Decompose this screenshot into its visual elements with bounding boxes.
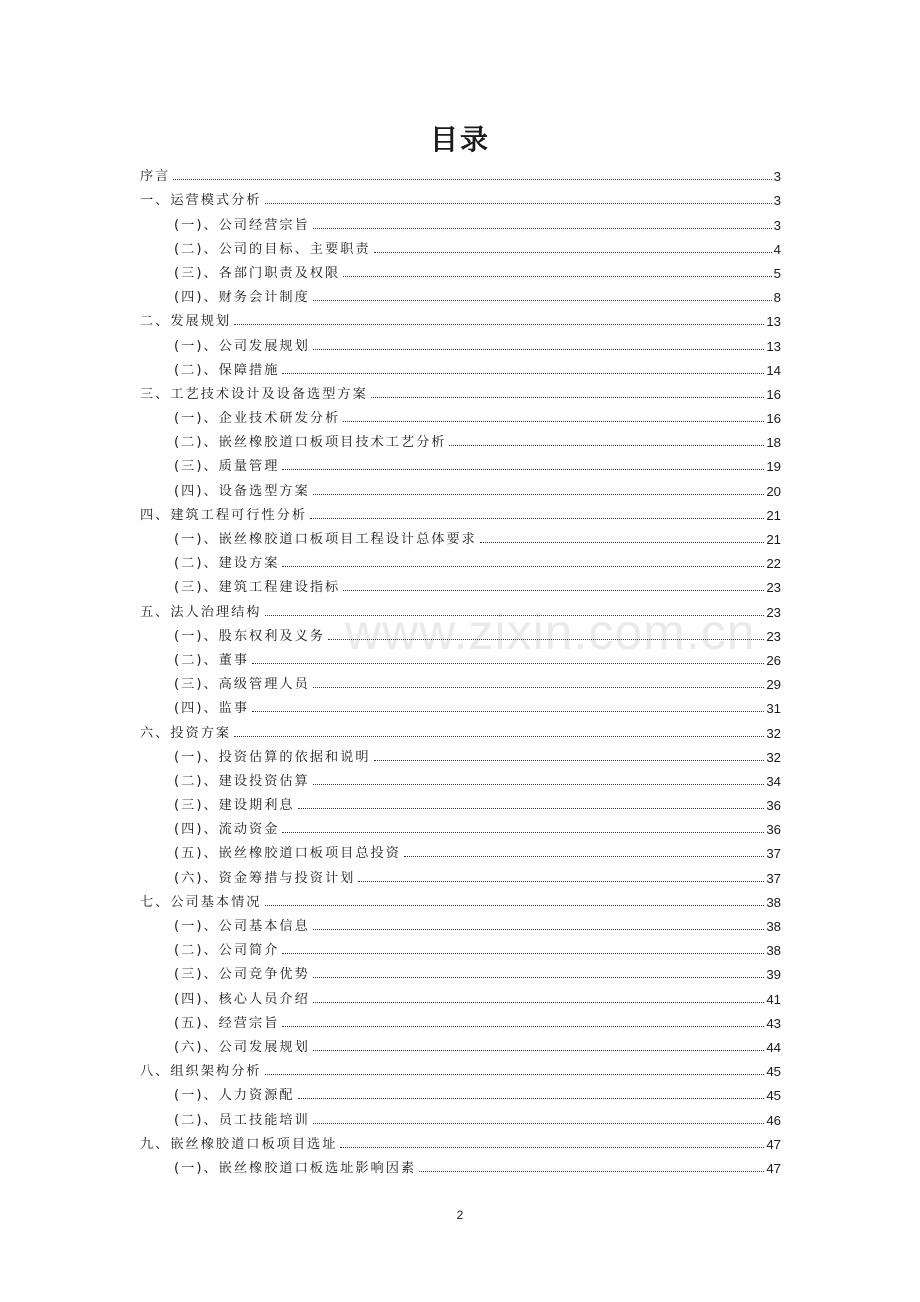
- toc-entry-page: 34: [766, 773, 781, 789]
- toc-entry[interactable]: [140, 958, 781, 982]
- toc-entry-title: (二)、员工技能培训: [174, 1112, 310, 1128]
- toc-entry-page: 44: [766, 1039, 781, 1055]
- toc-entry-page: 45: [766, 1088, 781, 1104]
- toc-entry[interactable]: [140, 208, 781, 232]
- toc-entry-page: 3: [773, 217, 781, 233]
- toc-entry-title: (五)、嵌丝橡胶道口板项目总投资: [174, 846, 401, 862]
- toc-dot-leader: [358, 881, 764, 882]
- toc-entry-title: (三)、质量管理: [174, 459, 280, 475]
- toc-dot-leader: [282, 469, 764, 470]
- toc-dot-leader: [313, 784, 765, 785]
- toc-entry-title: (四)、核心人员介绍: [174, 991, 310, 1007]
- toc-entry[interactable]: [140, 474, 781, 498]
- toc-entry-title: (二)、建设投资估算: [174, 773, 310, 789]
- table-of-contents: [140, 160, 781, 1176]
- toc-entry-title: (一)、嵌丝橡胶道口板项目工程设计总体要求: [174, 532, 477, 547]
- toc-entry-title: (四)、监事: [174, 701, 250, 717]
- toc-dot-leader: [343, 421, 764, 422]
- toc-entry[interactable]: [140, 1128, 781, 1152]
- toc-entry-title: (二)、建设方案: [174, 556, 280, 572]
- toc-entry[interactable]: [140, 571, 781, 595]
- toc-entry-title: (三)、建设期利息: [174, 798, 295, 814]
- toc-entry-title: (三)、各部门职责及权限: [174, 265, 341, 281]
- toc-entry[interactable]: [140, 354, 781, 378]
- toc-entry[interactable]: [140, 765, 781, 789]
- toc-dot-leader: [265, 615, 765, 616]
- toc-entry-title: 九、嵌丝橡胶道口板项目选址: [140, 1136, 338, 1152]
- toc-entry[interactable]: [140, 837, 781, 861]
- toc-dot-leader: [313, 977, 765, 978]
- toc-entry-page: 46: [766, 1112, 781, 1128]
- toc-dot-leader: [328, 639, 764, 640]
- toc-entry-page: 13: [766, 338, 781, 354]
- toc-dot-leader: [265, 203, 772, 204]
- toc-entry[interactable]: [140, 741, 781, 765]
- toc-dot-leader: [173, 179, 771, 180]
- toc-dot-leader: [343, 276, 771, 277]
- toc-dot-leader: [234, 324, 764, 325]
- toc-dot-leader: [340, 1147, 764, 1148]
- toc-entry-title: 一、运营模式分析: [140, 193, 262, 209]
- toc-entry-title: (二)、公司简介: [174, 943, 280, 959]
- toc-entry-title: 六、投资方案: [140, 725, 232, 741]
- toc-entry-page: 26: [766, 652, 781, 668]
- toc-entry-page: 20: [766, 483, 781, 499]
- toc-entry-page: 36: [766, 822, 781, 838]
- toc-entry[interactable]: [140, 281, 781, 305]
- toc-entry[interactable]: [140, 861, 781, 885]
- toc-entry[interactable]: [140, 1007, 781, 1031]
- toc-dot-leader: [313, 494, 765, 495]
- toc-dot-leader: [480, 542, 764, 543]
- toc-entry-title: (五)、经营宗旨: [174, 1015, 280, 1031]
- toc-entry-title: 四、建筑工程可行性分析: [140, 507, 308, 523]
- toc-dot-leader: [449, 445, 764, 446]
- watermark: www.zixin.com.cn: [345, 604, 756, 660]
- toc-entry[interactable]: [140, 692, 781, 716]
- toc-entry-title: 三、工艺技术设计及设备选型方案: [140, 386, 368, 402]
- toc-entry[interactable]: [140, 329, 781, 353]
- toc-dot-leader: [419, 1171, 764, 1172]
- toc-dot-leader: [313, 228, 772, 229]
- toc-entry-page: 39: [766, 967, 781, 983]
- toc-dot-leader: [313, 349, 765, 350]
- toc-entry-title: (一)、公司经营宗旨: [174, 217, 310, 233]
- toc-entry[interactable]: [140, 1055, 781, 1079]
- toc-entry-page: 41: [766, 991, 781, 1007]
- toc-entry-page: 38: [766, 894, 781, 910]
- toc-entry-page: 31: [766, 701, 781, 717]
- toc-entry-page: 36: [766, 798, 781, 814]
- toc-entry-page: 29: [766, 677, 781, 693]
- toc-entry-title: (六)、资金筹措与投资计划: [174, 870, 356, 886]
- toc-entry[interactable]: [140, 184, 781, 208]
- toc-entry[interactable]: [140, 934, 781, 958]
- toc-entry-page: 38: [766, 919, 781, 934]
- toc-entry-page: 13: [766, 314, 781, 330]
- toc-dot-leader: [313, 1002, 765, 1003]
- toc-entry[interactable]: [140, 668, 781, 692]
- toc-entry-title: (二)、董事: [174, 652, 250, 668]
- toc-entry-title: (三)、建筑工程建设指标: [174, 580, 341, 596]
- toc-entry-page: 14: [766, 362, 781, 378]
- toc-entry-title: 七、公司基本情况: [140, 894, 262, 910]
- toc-dot-leader: [374, 760, 765, 761]
- toc-dot-leader: [265, 905, 765, 906]
- toc-entry[interactable]: [140, 233, 781, 257]
- toc-entry-page: 32: [766, 749, 781, 765]
- toc-entry[interactable]: [140, 644, 781, 668]
- toc-entry-page: 23: [766, 628, 781, 644]
- toc-entry-page: 32: [766, 725, 781, 741]
- toc-dot-leader: [313, 1123, 765, 1124]
- toc-entry-page: 4: [773, 241, 781, 257]
- toc-entry[interactable]: [140, 378, 781, 402]
- toc-entry[interactable]: [140, 1031, 781, 1055]
- toc-entry[interactable]: [140, 426, 781, 450]
- toc-entry-page: 3: [773, 193, 781, 209]
- toc-entry-title: (四)、设备选型方案: [174, 483, 310, 499]
- toc-entry-title: (四)、财务会计制度: [174, 290, 310, 306]
- toc-entry[interactable]: [140, 305, 781, 329]
- toc-entry[interactable]: [140, 1152, 781, 1176]
- toc-entry[interactable]: [140, 257, 781, 281]
- toc-entry-page: 5: [773, 265, 781, 281]
- toc-entry-page: 21: [766, 507, 781, 523]
- toc-dot-leader: [252, 663, 764, 664]
- toc-dot-leader: [298, 1098, 765, 1099]
- toc-dot-leader: [298, 808, 765, 809]
- toc-dot-leader: [374, 252, 772, 253]
- toc-dot-leader: [282, 1026, 764, 1027]
- toc-entry-page: 3: [773, 169, 781, 185]
- toc-dot-leader: [265, 1074, 765, 1075]
- toc-entry-title: (一)、嵌丝橡胶道口板选址影响因素: [174, 1160, 417, 1176]
- toc-dot-leader: [343, 590, 764, 591]
- toc-entry[interactable]: [140, 910, 781, 934]
- toc-entry-title: 序言: [140, 169, 171, 185]
- toc-dot-leader: [310, 518, 764, 519]
- toc-entry-title: 八、组织架构分析: [140, 1064, 262, 1080]
- toc-entry-page: 18: [766, 435, 781, 451]
- toc-entry-page: 19: [766, 459, 781, 475]
- toc-entry-page: 47: [766, 1136, 781, 1152]
- page-title: 目录: [429, 123, 490, 156]
- toc-dot-leader: [313, 1050, 765, 1051]
- toc-entry-title: (一)、公司基本信息: [174, 919, 310, 934]
- toc-entry-title: (一)、股东权利及义务: [174, 628, 325, 644]
- toc-entry[interactable]: [140, 1103, 781, 1127]
- toc-dot-leader: [313, 300, 772, 301]
- toc-dot-leader: [252, 711, 764, 712]
- toc-entry-page: 47: [766, 1160, 781, 1176]
- toc-dot-leader: [282, 566, 764, 567]
- toc-dot-leader: [371, 397, 765, 398]
- toc-entry[interactable]: [140, 813, 781, 837]
- toc-dot-leader: [313, 687, 765, 688]
- toc-entry-page: 8: [773, 290, 781, 306]
- toc-entry[interactable]: [140, 499, 781, 523]
- toc-entry[interactable]: [140, 547, 781, 571]
- toc-entry[interactable]: [140, 595, 781, 619]
- toc-entry[interactable]: [140, 1079, 781, 1103]
- toc-entry-page: 37: [766, 870, 781, 886]
- toc-entry-title: (一)、企业技术研发分析: [174, 411, 341, 427]
- toc-entry-page: 43: [766, 1015, 781, 1031]
- toc-entry-title: (一)、人力资源配: [174, 1088, 295, 1104]
- toc-entry-page: 21: [766, 532, 781, 547]
- toc-dot-leader: [404, 856, 764, 857]
- toc-entry[interactable]: [140, 620, 781, 644]
- toc-entry[interactable]: [140, 886, 781, 910]
- toc-entry[interactable]: [140, 402, 781, 426]
- toc-entry-title: (一)、公司发展规划: [174, 338, 310, 354]
- toc-dot-leader: [313, 929, 765, 930]
- toc-entry-page: 16: [766, 386, 781, 402]
- toc-entry[interactable]: [140, 789, 781, 813]
- toc-dot-leader: [282, 832, 764, 833]
- toc-entry-page: 22: [766, 556, 781, 572]
- toc-entry-page: 45: [766, 1064, 781, 1080]
- toc-entry-page: 23: [766, 604, 781, 620]
- toc-entry[interactable]: [140, 716, 781, 740]
- toc-entry-page: 16: [766, 411, 781, 427]
- toc-entry-page: 38: [766, 943, 781, 959]
- page-number: 2: [456, 1208, 464, 1222]
- toc-entry-title: 五、法人治理结构: [140, 604, 262, 620]
- toc-dot-leader: [282, 953, 764, 954]
- toc-entry[interactable]: [140, 160, 781, 184]
- toc-dot-leader: [282, 373, 764, 374]
- toc-entry-page: 37: [766, 846, 781, 862]
- toc-entry-title: (二)、嵌丝橡胶道口板项目技术工艺分析: [174, 435, 447, 451]
- toc-entry-title: (四)、流动资金: [174, 822, 280, 838]
- toc-entry-title: 二、发展规划: [140, 314, 232, 330]
- toc-dot-leader: [234, 736, 764, 737]
- toc-entry[interactable]: [140, 450, 781, 474]
- toc-entry[interactable]: [140, 982, 781, 1006]
- toc-entry-title: (二)、公司的目标、主要职责: [174, 241, 371, 257]
- toc-entry-title: (二)、保障措施: [174, 362, 280, 378]
- toc-entry-title: (三)、高级管理人员: [174, 677, 310, 693]
- toc-entry-title: (三)、公司竞争优势: [174, 967, 310, 983]
- toc-entry-title: (一)、投资估算的依据和说明: [174, 749, 371, 765]
- toc-entry[interactable]: [140, 523, 781, 547]
- toc-entry-page: 23: [766, 580, 781, 596]
- toc-entry-title: (六)、公司发展规划: [174, 1039, 310, 1055]
